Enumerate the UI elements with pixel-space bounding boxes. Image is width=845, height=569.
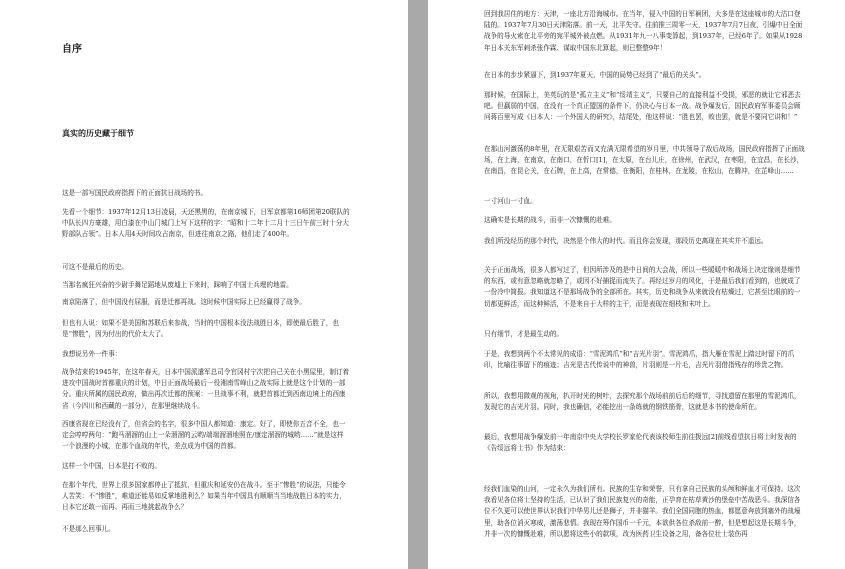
left-page (0, 0, 408, 569)
paragraph: 只有细节，才是最生动的。 (484, 330, 564, 338)
paragraph: 那时候，在国际上，美英玩的是“孤立主义”和“绥靖主义”，只要自己的直接利益不受损，邪恶的就让它邪恶去吧。但羸弱的中国，在没有一个真正盟国的条件下，仍决心与日本一战。战争爆发后，国民政府军事委员会顾问蒋百里写成《日本人：一个外国人的研究》，结尾处，他这样说：“胜也罢，败也罢，就是不要同它讲和！” (484, 91, 801, 122)
paragraph: 但也有人说：如果不是美国和苏联后来参战，当时的中国根本没法战胜日本，即使最后胜了，也是“惨胜”，因为付出的代价太大了。 (62, 319, 339, 339)
paragraph: 一寸河山一寸血。 (484, 197, 537, 205)
section-title: 真实的历史藏于细节 (62, 128, 134, 138)
paragraph: 可这不是最后的历史。 (62, 263, 128, 271)
paragraph: 在日本的步步紧逼下，到1937年夏天，中国的局势已经到了“最后的关头”。 (484, 71, 706, 79)
paragraph: 最后，我想用战争爆发前一年南京中央大学校长罗家伦代表该校师生前往拨远[2]前线看望抗日将士时发表的《告绥远将士书》作为结束： (484, 433, 797, 453)
paragraph: 南京陷落了，但中国没有屈服，而是迁都再战。这时候中国实际上已经赢得了战争。 (62, 298, 306, 306)
paragraph: 所以，我想用微观的视角，扒开时光的树叶，去探究那个战场前前后后的细节，寻找遗留在那里的雪泥鸿爪，发现它的吉光片羽。同时，我也确信，必能挖出一条练就的钢铁筋骨，这就是本书的使命所在。 (484, 392, 801, 412)
paragraph: 战争结束的1945年，在这年春天，日本中国派遣军总司令官冈村宁次把自己关在小黑屋里，制订着进攻中国战时首都重庆的计划，中日正面战场最后一役湘南雪峰山之战实际上就是这个计划的一部分。重庆所属的国民政府，做出再次迁都的预案：一旦战事不利，就把首都迁到西南边境上的西康省（今四川和西藏的一部分），在那里继续战斗。 (62, 368, 350, 410)
right-page (428, 0, 845, 569)
blockquote-paragraph: 经我们血染的山河，一定永久为我们所有。民族的生存和荣誉，只有拿自己民族的头颅和鲜血才可保持。这次我看见各位将士坚持的生活，已认识了我们民族复兴的奇能，正孕育在枯草黄沙的堡垒中苦战恶斗。我深信各位不久更可以使世界认识我们中华男儿还是狮子，并非猫羊。我们全国同胞的热血，都愿意奔放到塞外的战壕里，助各位消灭寒威，激荡悲情。我现在筹作国币一千元，本欲供各位杀敌前一醉，但是想起这是长期斗争，并非一次的慷慨赴难，所以愿将这些小的款项，改为医药卫生设备之用，备各位壮士装伤再 (484, 485, 801, 538)
paragraph: 这是一部写国民政府指挥下的正面抗日战场的书。 (62, 189, 208, 197)
paragraph: 当那名疯狂兴奋的少尉手舞足蹈地从废墟上下来时，踩响了中国士兵埋的地雷。 (62, 281, 293, 289)
paragraph: 回到我居住的地方：天津，一座北方沿海城市。在当年，侵入中国的日军裥团，大多是在这座城市的大沽口登陆的。1937年7月30日天津陷落。前一天，北平失守。往前推三周零一天，1937年7月7日夜，引爆中日全面战争的导火索在北平旁的宛平城外被点燃。从1931年九一八事变算起，到1937年，已经6年了。如果从1928年日本关东军刺杀张作霖、谋取中国东北算起，则已整整9年！ (484, 10, 803, 52)
paragraph: 不是那么回事儿。 (62, 525, 115, 533)
page-gutter (408, 0, 428, 569)
paragraph: 于是，我想到两个不太常见的成语：“雪泥鸿爪”和“吉光片羽”。雪泥鸿爪，指大雁在雪泥上踏过时留下的爪印，比喻往事留下的痕迹；吉光是古代传说中的神兽，片羽则是一片毛，吉光片羽借指残存的珍贵之物。 (484, 350, 795, 370)
paragraph: 这确实是长期的战斗，而非一次慷慨的赴难。 (484, 216, 616, 224)
paragraph: 我想说另外一件事： (62, 350, 122, 358)
paragraph: 先看一个细节：1937年12月13日凌晨，天还黑黑的，在南京城下，日军京都第16师团第20联队的中队长四方豪雄，用白漆在中山门城门上写下这样的字：“昭和十二年十二月十三日午前三时十分大野部队占领”。日本人用4天时间攻占南京，但进往南京之路，他们走了400年。 (62, 208, 350, 239)
paragraph: 这样一个中国，日本是打不败的。 (62, 462, 161, 470)
paragraph: 我们所没经历的那个时代，决然是个伟大的时代。而且你会发现，那段历史离现在其实并不遥远。 (484, 237, 768, 245)
paragraph: 在那山河激荡的8年里，在无限艰苦而又充满无限希望的岁月里，中共领导了敌后战场，国民政府指挥了正面战场，在上海，在南京，在南口，在忻口[1]，在太原，在台儿庄，在徐州，在武汉，在枣阳，在宜昌，在长沙，在南昌，在昆仑关，在石牌，在上高，在常德，在衡阳，在桂林，在龙陵，在松山，在腾冲，在芷峰山…… (484, 145, 805, 176)
paragraph: 西康省现在已经没有了，但省会的名字，很多中国人都知道：康定。好了，即使你五音不全，也一定会哼哼两句：“跑马溜溜的山上一朵溜溜的云哟/端端溜溜地照在/康定溜溜的城哟……”就是这样一个浪漫的小城，在那个血战的年代，差点成为中国的首都。 (62, 420, 346, 451)
paragraph: 关于正面战场，很多人都写过了，但因所涉及的是中日间的大会战，所以一些暖暖中和战场上决定缘则是细节的东西，或有意忽略就忽略了，或因不好捕捉而流失了。再经过岁月的风化，于是最后我们看到的，也就成了一份冷中简报。我知道这不是那场战争的全部所在。其实，历史和战争从来就没有枯燥过，它甚至比眼前的一切都更鲜活，而这种鲜活，不是来自于大样的主干，而是表现在细枝和末叶上。 (484, 266, 801, 308)
preface-heading: 自序 (62, 44, 82, 55)
paragraph: 在那个年代，世界上很多国家都停止了抵抗，但重庆和延安仍在战斗。至于“惨胜”的说法，只能令人苦笑：不“惨胜”，难道还能易如反掌地胜利么？如果当年中国具有顺顺当当地战胜日本的实力，日本它还敢一而再、再而三地挑起战争么？ (62, 481, 346, 512)
